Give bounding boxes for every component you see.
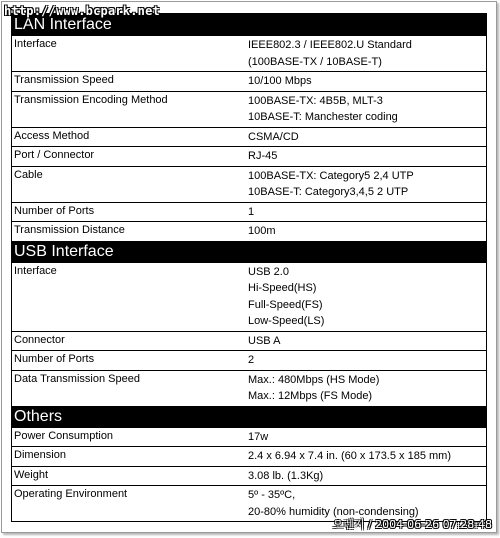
spec-value [248,128,486,147]
spec-row [12,127,486,147]
spec-row [12,263,486,331]
spec-row [12,36,486,71]
spec-value-line: 5º - 35ºC, [248,489,296,501]
spec-label: Transmission Encoding Method [14,93,168,106]
spec-value [248,332,486,351]
spec-table [11,13,487,522]
section-header: Others [12,406,486,428]
watermark-caption: 오렌지 / 2004-06-26 07:28:48 [332,518,492,531]
spec-label: Dimension [14,449,66,461]
spec-row [12,146,486,166]
spec-value [248,72,486,91]
spec-label: Access Method [14,129,90,142]
spec-value [248,371,486,406]
spec-label: Operating Environment [14,488,128,500]
spec-row [12,166,486,202]
watermark-url: http://www.bcpark.net [4,4,160,18]
spec-value [248,36,486,71]
spec-value-line: USB 2.0 [248,265,289,278]
spec-row [12,91,486,127]
spec-value-line: Max.: 12Mbps (FS Mode) [248,390,373,402]
spec-label: Number of Ports [14,204,95,217]
spec-value-line: IEEE802.3 / IEEE802.U Standard [248,39,412,51]
spec-row [12,202,486,222]
spec-label: Weight [14,468,49,481]
spec-row [12,428,486,447]
spec-row [12,370,486,406]
spec-value [248,447,486,466]
spec-value-line: 3.08 lb. (1.3Kg) [248,469,324,482]
spec-value [248,92,486,127]
spec-value [248,467,486,486]
spec-value-line: 100BASE-TX: 4B5B, MLT-3 [248,94,383,107]
spec-value [248,203,486,222]
spec-value [248,147,486,166]
spec-value [248,167,486,202]
spec-row [12,466,486,486]
spec-value-line: CSMA/CD [248,130,299,143]
spec-value [248,351,486,370]
spec-label: Connector [14,333,65,346]
spec-label: Interface [14,38,57,50]
spec-row [12,331,486,351]
spec-value-line: 20-80% humidity (non-condensing) [248,505,419,518]
spec-value-line: 2.4 x 6.94 x 7.4 in. (60 x 173.5 x 185 mm) [248,450,451,462]
section-header: USB Interface [12,241,486,263]
spec-value-line: Max.: 480Mbps (HS Mode) [248,373,380,386]
section-header: LAN Interface [12,14,486,36]
spec-value-line: Low-Speed(LS) [248,315,325,327]
spec-value-line: 10BASE-T: Manchester coding [248,111,398,123]
spec-label: Power Consumption [14,429,114,442]
spec-value-line: 17w [248,430,269,443]
spec-value-line: USB A [248,334,281,347]
spec-value-line: 2 [248,354,255,366]
spec-value [248,428,486,447]
spec-row [12,221,486,241]
spec-label: Number of Ports [14,353,95,365]
spec-label: Transmission Distance [14,224,125,236]
spec-label: Cable [14,168,43,181]
spec-value-line: 100m [248,225,276,237]
spec-value-line: Hi-Speed(HS) [248,282,317,294]
spec-value-line: 1 [248,205,255,218]
spec-row [12,71,486,91]
spec-label: Transmission Speed [14,74,114,86]
spec-label: Data Transmission Speed [14,372,140,385]
spec-row [12,350,486,370]
spec-label: Interface [14,264,57,277]
spec-value-line: Full-Speed(FS) [248,298,323,311]
spec-row [12,446,486,466]
spec-value [248,263,486,331]
spec-label: Port / Connector [14,149,95,161]
spec-value-line: 100BASE-TX: Category5 2,4 UTP [248,169,414,182]
spec-value-line: RJ-45 [248,150,278,162]
spec-value-line: 10/100 Mbps [248,75,312,87]
spec-value-line: (100BASE-TX / 10BASE-T) [248,55,382,68]
spec-value-line: 10BASE-T: Category3,4,5 2 UTP [248,186,409,198]
spec-value [248,222,486,241]
